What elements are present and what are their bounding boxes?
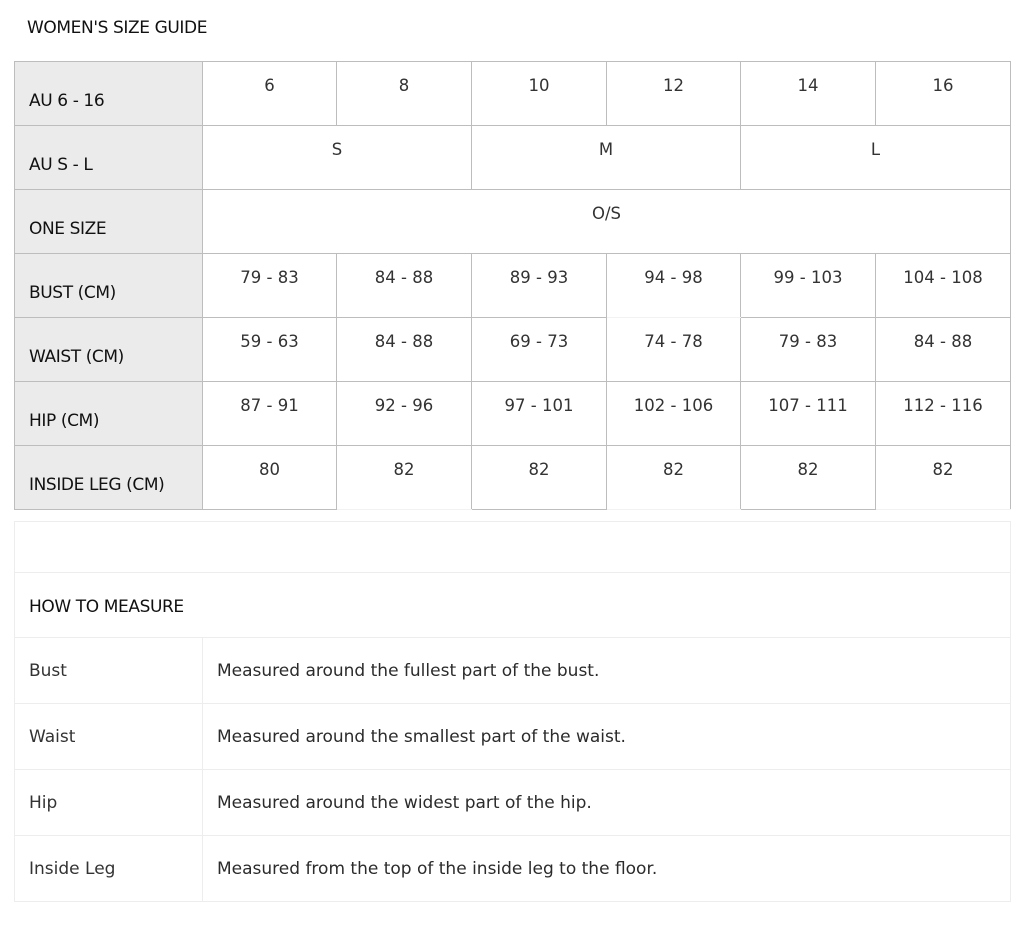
measurement-cell: 79 - 83 bbox=[741, 318, 876, 382]
row-header-au-sizes: AU 6 - 16 bbox=[15, 62, 203, 126]
measure-row-hip bbox=[15, 770, 1011, 836]
size-chart-table bbox=[14, 61, 1011, 510]
measure-description: Measured around the smallest part of the waist. bbox=[203, 704, 1011, 770]
size-cell: 8 bbox=[337, 62, 472, 126]
measurement-cell: 87 - 91 bbox=[203, 382, 337, 446]
measurement-cell: 84 - 88 bbox=[876, 318, 1011, 382]
measurement-cell: 97 - 101 bbox=[472, 382, 607, 446]
how-to-measure-heading: HOW TO MEASURE bbox=[15, 573, 1011, 638]
measure-row-bust bbox=[15, 638, 1011, 704]
size-cell: O/S bbox=[203, 190, 1011, 254]
measurement-cell: 82 bbox=[472, 446, 607, 510]
row-header-one-size: ONE SIZE bbox=[15, 190, 203, 254]
table-row-bust bbox=[15, 254, 1011, 318]
measure-row-waist bbox=[15, 704, 1011, 770]
spacer-row bbox=[15, 522, 1011, 573]
measurement-cell: 82 bbox=[337, 446, 472, 510]
measure-label: Bust bbox=[15, 638, 203, 704]
page-title: WOMEN'S SIZE GUIDE bbox=[27, 18, 208, 38]
measurement-cell: 59 - 63 bbox=[203, 318, 337, 382]
row-header-inside-leg: INSIDE LEG (CM) bbox=[15, 446, 203, 510]
measurement-cell: 99 - 103 bbox=[741, 254, 876, 318]
spacer-cell bbox=[15, 522, 1011, 573]
measure-label: Waist bbox=[15, 704, 203, 770]
measure-label: Hip bbox=[15, 770, 203, 836]
size-cell: 14 bbox=[741, 62, 876, 126]
how-to-measure-table bbox=[14, 521, 1011, 902]
measurement-cell: 112 - 116 bbox=[876, 382, 1011, 446]
row-header-au-letters: AU S - L bbox=[15, 126, 203, 190]
measurement-cell: 79 - 83 bbox=[203, 254, 337, 318]
table-row-inside-leg bbox=[15, 446, 1011, 510]
measurement-cell: 84 - 88 bbox=[337, 254, 472, 318]
measure-row-inside-leg bbox=[15, 836, 1011, 902]
measurement-cell: 74 - 78 bbox=[607, 318, 741, 382]
measurement-cell: 82 bbox=[876, 446, 1011, 510]
measurement-cell: 84 - 88 bbox=[337, 318, 472, 382]
size-cell: L bbox=[741, 126, 1011, 190]
row-header-hip: HIP (CM) bbox=[15, 382, 203, 446]
measurement-cell: 82 bbox=[607, 446, 741, 510]
table-row-hip bbox=[15, 382, 1011, 446]
measurement-cell: 107 - 111 bbox=[741, 382, 876, 446]
measure-label: Inside Leg bbox=[15, 836, 203, 902]
measure-description: Measured around the fullest part of the bust. bbox=[203, 638, 1011, 704]
measurement-cell: 102 - 106 bbox=[607, 382, 741, 446]
measure-description: Measured around the widest part of the hip. bbox=[203, 770, 1011, 836]
measure-description: Measured from the top of the inside leg to the floor. bbox=[203, 836, 1011, 902]
how-to-measure-heading-row bbox=[15, 573, 1011, 638]
table-row-waist bbox=[15, 318, 1011, 382]
measurement-cell: 89 - 93 bbox=[472, 254, 607, 318]
row-header-waist: WAIST (CM) bbox=[15, 318, 203, 382]
measurement-cell: 82 bbox=[741, 446, 876, 510]
size-cell: 12 bbox=[607, 62, 741, 126]
size-cell: 10 bbox=[472, 62, 607, 126]
size-cell: 6 bbox=[203, 62, 337, 126]
size-cell: 16 bbox=[876, 62, 1011, 126]
measurement-cell: 80 bbox=[203, 446, 337, 510]
row-header-bust: BUST (CM) bbox=[15, 254, 203, 318]
table-row-one-size bbox=[15, 190, 1011, 254]
measurement-cell: 69 - 73 bbox=[472, 318, 607, 382]
measurement-cell: 92 - 96 bbox=[337, 382, 472, 446]
table-row-au-sizes bbox=[15, 62, 1011, 126]
table-row-au-letters bbox=[15, 126, 1011, 190]
measurement-cell: 104 - 108 bbox=[876, 254, 1011, 318]
size-cell: S bbox=[203, 126, 472, 190]
measurement-cell: 94 - 98 bbox=[607, 254, 741, 318]
size-cell: M bbox=[472, 126, 741, 190]
